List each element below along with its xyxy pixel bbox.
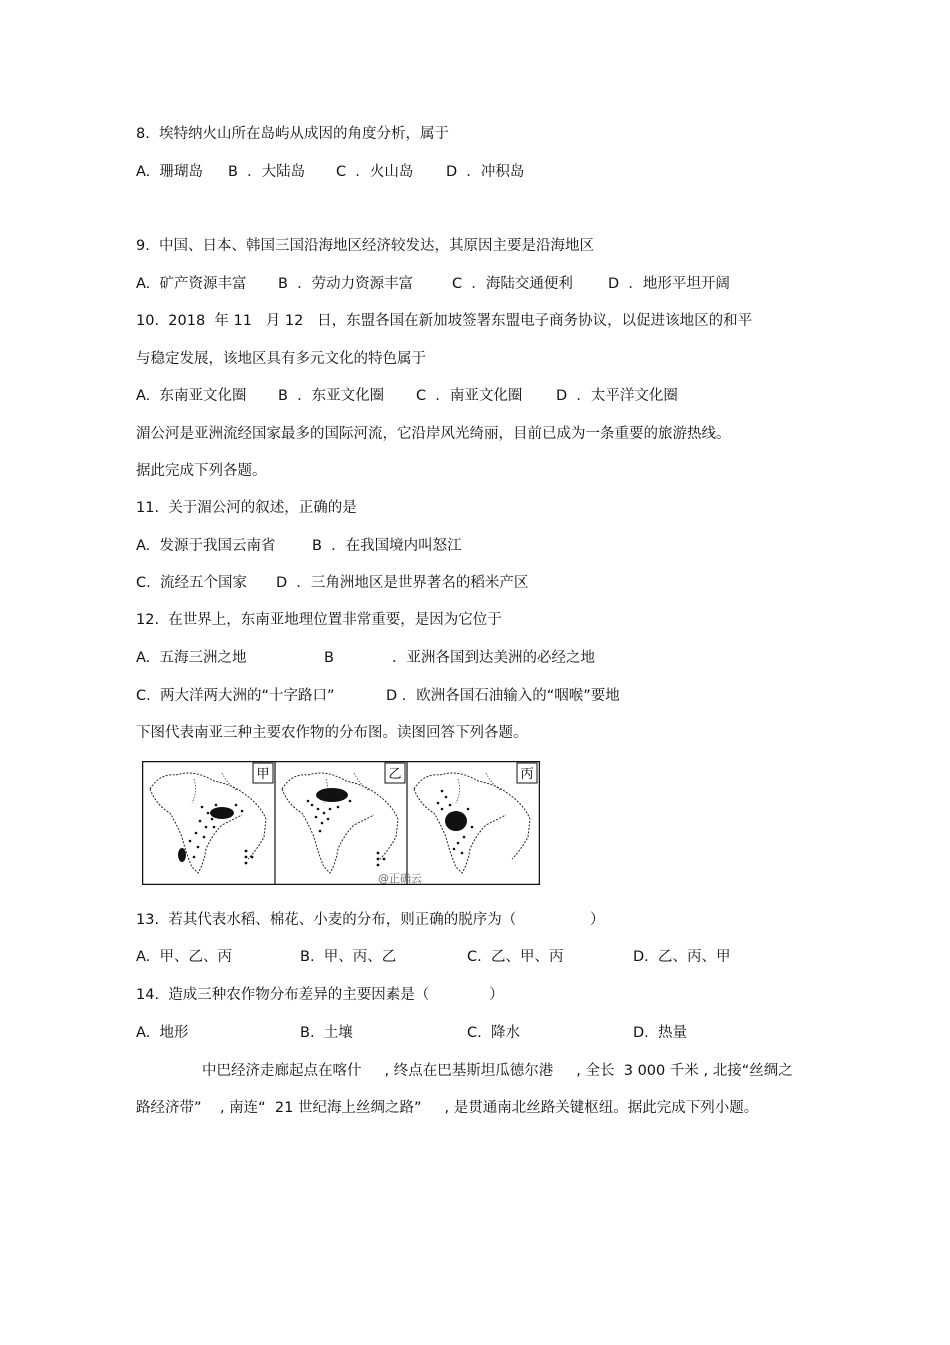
question-8-option-d: D ．冲积岛 bbox=[446, 164, 525, 180]
map-yi-dense-area bbox=[316, 788, 348, 802]
question-9-option-d: D ．地形平坦开阔 bbox=[608, 276, 730, 292]
question-13-option-d: D. 乙、丙、甲 bbox=[633, 949, 731, 965]
question-8-option-c: C ．火山岛 bbox=[336, 164, 414, 180]
question-9-option-b: B ．劳动力资源丰富 bbox=[278, 276, 414, 292]
question-14-option-b: B. 土壤 bbox=[300, 1025, 353, 1041]
question-13-stem: 13. 若其代表水稻、棉花、小麦的分布，则正确的脱序为（ ） bbox=[136, 912, 605, 928]
map-panel-label-bing: 丙 bbox=[520, 767, 534, 782]
map-bing-dense-area bbox=[445, 811, 467, 831]
crop-distribution-maps bbox=[142, 761, 540, 885]
map-jia-dense-area bbox=[210, 807, 234, 819]
question-12-option-a: A. 五海三洲之地 bbox=[136, 650, 247, 666]
crop-maps-svg bbox=[142, 761, 540, 885]
question-8-option-a: A. 珊瑚岛 bbox=[136, 164, 203, 180]
question-10-option-d: D ．太平洋文化圈 bbox=[556, 388, 678, 404]
question-13-option-c: C. 乙、甲、丙 bbox=[467, 949, 564, 965]
question-12-option-b-text: ．亚洲各国到达美洲的必经之地 bbox=[392, 650, 595, 666]
question-10-option-a: A. 东南亚文化圈 bbox=[136, 388, 247, 404]
question-12-option-d: D ．欧洲各国石油输入的“咽喉”要地 bbox=[386, 688, 620, 704]
question-11-option-d: D ．三角洲地区是世界著名的稻米产区 bbox=[276, 575, 529, 591]
question-10-stem-line2: 与稳定发展，该地区具有多元文化的特色属于 bbox=[136, 351, 426, 367]
question-11-option-c: C. 流经五个国家 bbox=[136, 575, 247, 591]
question-14-stem: 14. 造成三种农作物分布差异的主要因素是（ ） bbox=[136, 987, 504, 1003]
map-intro: 下图代表南亚三种主要农作物的分布图。读图回答下列各题。 bbox=[136, 725, 528, 741]
question-10-option-b: B ．东亚文化圈 bbox=[278, 388, 385, 404]
question-13-option-a: A. 甲、乙、丙 bbox=[136, 949, 232, 965]
cpec-passage-line1: 中巴经济走廊起点在喀什 , 终点在巴基斯坦瓜德尔港 , 全长 3 000 千米 , 北接“丝绸之 bbox=[202, 1063, 793, 1079]
cpec-passage-line2: 路经济带” , 南连“ 21 世纪海上丝绸之路” , 是贯通南北丝路关键枢纽。据此完成下列小题。 bbox=[136, 1100, 759, 1116]
map-outer-frame bbox=[143, 762, 540, 885]
map-panel-label-yi: 乙 bbox=[388, 767, 402, 782]
question-9-option-a: A. 矿产资源丰富 bbox=[136, 276, 247, 292]
question-8-stem: 8. 埃特纳火山所在岛屿从成因的角度分析，属于 bbox=[136, 126, 450, 142]
question-8-option-b: B ．大陆岛 bbox=[228, 164, 306, 180]
question-14-option-a: A. 地形 bbox=[136, 1025, 189, 1041]
map-jia-dense-coast bbox=[178, 848, 186, 862]
question-12-stem: 12. 在世界上，东南亚地理位置非常重要，是因为它位于 bbox=[136, 612, 502, 628]
question-10-stem-line1: 10. 2018 年 11 月 12 日，东盟各国在新加坡签署东盟电子商务协议，以促进该地区的和平 bbox=[136, 313, 753, 329]
map-watermark: @正确云 bbox=[378, 872, 422, 885]
question-10-option-c: C ．南亚文化圈 bbox=[416, 388, 523, 404]
question-12-option-c: C. 两大洋两大洲的“十字路口” bbox=[136, 688, 335, 704]
mekong-passage-line1: 湄公河是亚洲流经国家最多的国际河流，它沿岸风光绮丽，目前已成为一条重要的旅游热线。 bbox=[136, 426, 731, 442]
question-13-option-b: B. 甲、丙、乙 bbox=[300, 949, 397, 965]
question-11-option-a: A. 发源于我国云南省 bbox=[136, 538, 276, 554]
question-9-stem: 9. 中国、日本、韩国三国沿海地区经济较发达，其原因主要是沿海地区 bbox=[136, 238, 595, 254]
question-9-option-c: C ．海陆交通便利 bbox=[452, 276, 573, 292]
question-11-option-b: B ．在我国境内叫怒江 bbox=[312, 538, 462, 554]
map-panel-label-jia: 甲 bbox=[256, 767, 270, 782]
question-12-option-b-letter: B bbox=[324, 650, 334, 666]
question-14-option-d: D. 热量 bbox=[633, 1025, 687, 1041]
mekong-passage-line2: 据此完成下列各题。 bbox=[136, 463, 267, 479]
question-14-option-c: C. 降水 bbox=[467, 1025, 520, 1041]
question-11-stem: 11. 关于湄公河的叙述，正确的是 bbox=[136, 500, 357, 516]
